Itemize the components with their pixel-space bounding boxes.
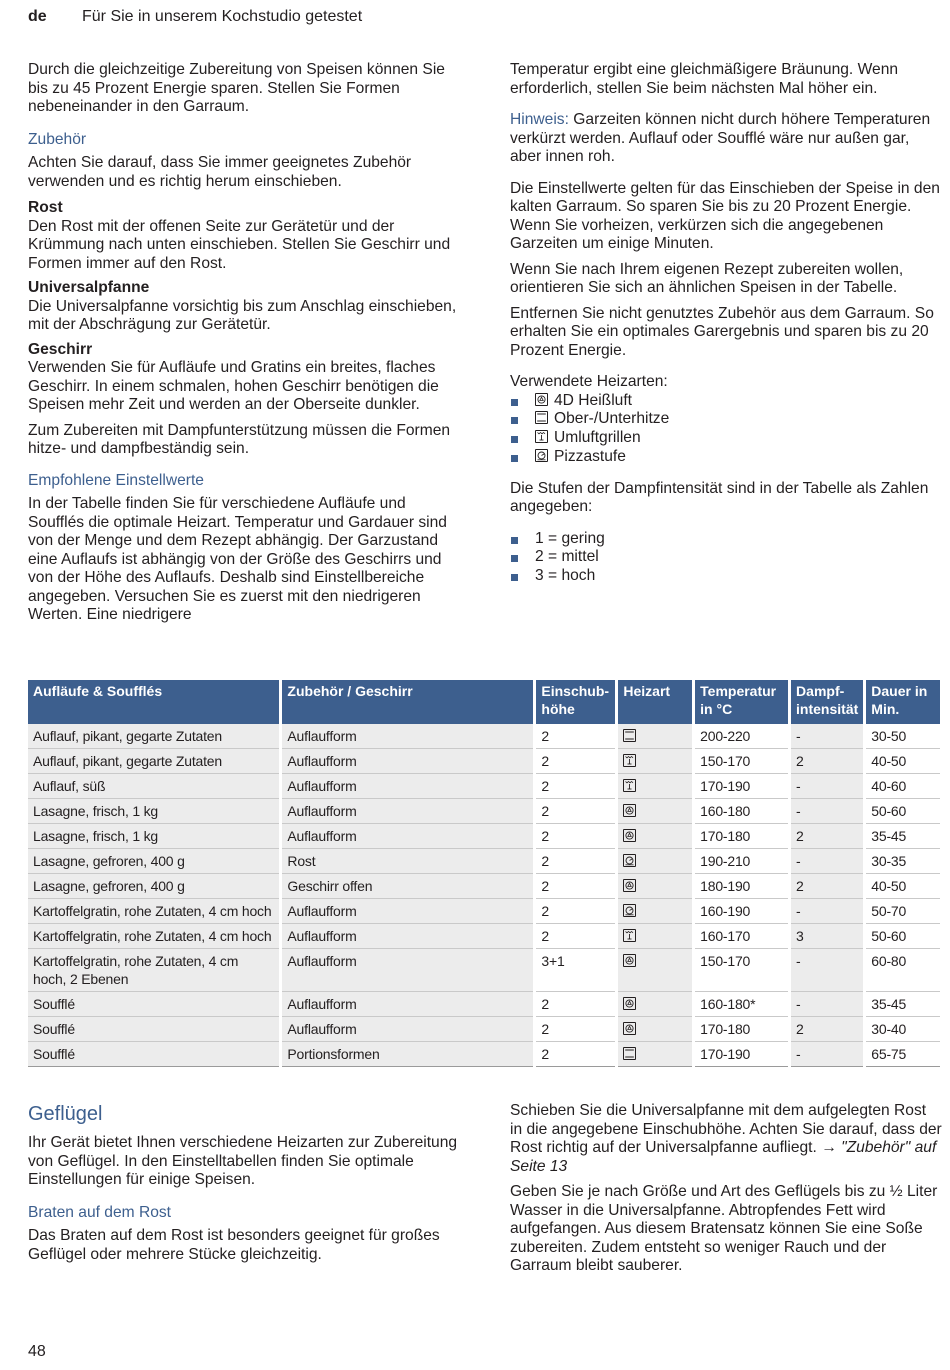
- table-cell: 35-45: [865, 992, 942, 1017]
- pizza-setting-icon: [623, 904, 636, 917]
- heizart-cell: [617, 949, 694, 992]
- table-row: [28, 749, 942, 774]
- hot-air-4d-icon: [623, 804, 636, 817]
- table-cell: Auflauf, süß: [28, 774, 281, 799]
- table-header-row: [28, 680, 942, 724]
- heizart-item: [510, 392, 942, 411]
- table-cell: -: [790, 949, 865, 992]
- table-cell: 2: [790, 824, 865, 849]
- language-code: de: [28, 8, 47, 25]
- table-cell: 2: [535, 724, 617, 749]
- table-cell: 2: [790, 1017, 865, 1042]
- table-cell: Auflaufform: [281, 774, 535, 799]
- right-column: [510, 61, 942, 586]
- geschirr-text: Verwenden Sie für Aufläufe und Gratins ein breites, flaches Geschirr. In einem schmalen, hohen Geschirr benötigen die Speisen mehr Zeit und werden an der Oberseite dunkler.: [28, 359, 439, 413]
- heizart-cell: [617, 749, 694, 774]
- table-row: [28, 899, 942, 924]
- table-row: [28, 1042, 942, 1067]
- hot-air-4d-icon: [623, 954, 636, 967]
- gefluegel-left-column: [28, 1102, 460, 1270]
- table-cell: 30-50: [865, 724, 942, 749]
- table-cell: Lasagne, gefroren, 400 g: [28, 849, 281, 874]
- table-cell: 170-190: [694, 1042, 790, 1067]
- table-cell: 200-220: [694, 724, 790, 749]
- rezept-text: Wenn Sie nach Ihrem eigenen Rezept zubereiten wollen, orientieren Sie sich an ähnlichen Speisen in der Tabelle.: [510, 260, 904, 296]
- rost-text: Den Rost mit der offenen Seite zur Gerätetür und der Krümmung nach unten einschieben. Stellen Sie Geschirr und Formen immer auf den Rost.: [28, 217, 451, 272]
- circulated-air-grill-icon: [623, 754, 636, 767]
- heizart-label: Pizzastufe: [554, 447, 626, 465]
- table-cell: 30-35: [865, 849, 942, 874]
- table-cell: Kartoffelgratin, rohe Zutaten, 4 cm hoch: [28, 899, 281, 924]
- table-cell: Lasagne, frisch, 1 kg: [28, 824, 281, 849]
- table-cell: Auflauf, pikant, gegarte Zutaten: [28, 724, 281, 749]
- table-cell: Soufflé: [28, 1042, 281, 1067]
- table-cell: 30-40: [865, 1017, 942, 1042]
- zubehoer-page-link[interactable]: "Zubehör" auf Seite 13: [510, 1139, 937, 1175]
- table-cell: Auflaufform: [281, 992, 535, 1017]
- geschirr-heading: Geschirr: [28, 340, 93, 358]
- table-cell: Kartoffelgratin, rohe Zutaten, 4 cm hoch, 2 Ebenen: [28, 949, 281, 992]
- table-cell: -: [790, 992, 865, 1017]
- heizart-cell: [617, 849, 694, 874]
- header-title: Für Sie in unserem Kochstudio getestet: [82, 8, 363, 25]
- table-cell: 170-180: [694, 1017, 790, 1042]
- heizart-item: [510, 429, 942, 448]
- hot-air-4d-icon: [623, 829, 636, 842]
- gefluegel-intro: Ihr Gerät bietet Ihnen verschiedene Heizarten zur Zubereitung von Geflügel. In den Einstelltabellen finden Sie optimale Einstellungen für einige Speisen.: [28, 1134, 458, 1188]
- intro-paragraph: Durch die gleichzeitige Zubereitung von Speisen können Sie bis zu 45 Prozent Energie sparen. Stellen Sie Formen nebeneinander in den Garraum.: [28, 61, 445, 115]
- table-cell: 50-60: [865, 924, 942, 949]
- universalpfanne-heading: Universalpfanne: [28, 279, 150, 296]
- table-cell: 180-190: [694, 874, 790, 899]
- stufen-list: [510, 530, 942, 586]
- table-cell: Geschirr offen: [281, 874, 535, 899]
- heizart-cell: [617, 874, 694, 899]
- circulated-air-grill-icon: [623, 929, 636, 942]
- stufen-intro: Die Stufen der Dampfintensität sind in der Tabelle als Zahlen angegeben:: [510, 479, 929, 516]
- stufe-item: 2 = mittel: [510, 548, 942, 567]
- table-cell: 2: [535, 749, 617, 774]
- table-cell: 2: [535, 849, 617, 874]
- table-cell: 50-60: [865, 799, 942, 824]
- hot-air-4d-icon: [623, 879, 636, 892]
- table-cell: 40-50: [865, 749, 942, 774]
- table-body: [28, 724, 942, 1067]
- table-cell: -: [790, 849, 865, 874]
- heizart-cell: [617, 1042, 694, 1067]
- table-cell: 150-170: [694, 949, 790, 992]
- table-row: [28, 849, 942, 874]
- table-cell: 35-45: [865, 824, 942, 849]
- table-cell: Rost: [281, 849, 535, 874]
- table-cell: 2: [535, 992, 617, 1017]
- heizart-label: Umluftgrillen: [554, 429, 641, 447]
- top-bottom-heat-icon: [535, 411, 548, 424]
- heizart-item: [510, 448, 942, 467]
- table-row: [28, 1017, 942, 1042]
- column-header: Aufläufe & Soufflés: [28, 680, 281, 724]
- table-cell: 3: [790, 924, 865, 949]
- table-cell: 160-190: [694, 899, 790, 924]
- heizarten-intro: Verwendete Heizarten:: [510, 373, 668, 390]
- table-cell: Auflaufform: [281, 824, 535, 849]
- column-header: Einschub- höhe: [535, 680, 617, 724]
- zubehoer-text: Achten Sie darauf, dass Sie immer geeignetes Zubehör verwenden und es richtig herum einschieben.: [28, 154, 412, 190]
- stufe-item: 1 = gering: [510, 530, 942, 549]
- table-cell: Soufflé: [28, 992, 281, 1017]
- pizza-setting-icon: [623, 854, 636, 867]
- hot-air-4d-icon: [623, 1022, 636, 1035]
- table-cell: 2: [535, 1042, 617, 1067]
- table-cell: 2: [790, 749, 865, 774]
- table-cell: Auflaufform: [281, 724, 535, 749]
- circulated-air-grill-icon: [535, 430, 548, 443]
- heizart-cell: [617, 899, 694, 924]
- table-cell: 190-210: [694, 849, 790, 874]
- table-cell: 50-70: [865, 899, 942, 924]
- entfernen-text: Entfernen Sie nicht genutztes Zubehör aus dem Garraum. So erhalten Sie ein optimales Garergebnis und sparen bis zu 20 Prozent Energie.: [510, 304, 934, 359]
- hinweis-note: [510, 111, 942, 167]
- table-cell: Auflaufform: [281, 899, 535, 924]
- column-header: Temperatur in °C: [694, 680, 790, 724]
- schieben-text: [510, 1102, 942, 1176]
- table-cell: 2: [535, 774, 617, 799]
- table-cell: 2: [535, 799, 617, 824]
- temperature-continuation: Temperatur ergibt eine gleichmäßigere Bräunung. Wenn erforderlich, stellen Sie beim nächsten Mal höher ein.: [510, 61, 899, 97]
- table-cell: Portionsformen: [281, 1042, 535, 1067]
- top-bottom-heat-icon: [623, 1047, 636, 1060]
- column-header: Zubehör / Geschirr: [281, 680, 535, 724]
- hot-air-4d-icon: [623, 997, 636, 1010]
- table-cell: 2: [535, 1017, 617, 1042]
- table-cell: Lasagne, gefroren, 400 g: [28, 874, 281, 899]
- table-row: [28, 824, 942, 849]
- heizarten-list: [510, 392, 942, 467]
- table-cell: 160-170: [694, 924, 790, 949]
- table-cell: 160-180*: [694, 992, 790, 1017]
- table-cell: -: [790, 799, 865, 824]
- empfohlene-einstellwerte-heading: Empfohlene Einstellwerte: [28, 471, 204, 489]
- table-cell: 150-170: [694, 749, 790, 774]
- circulated-air-grill-icon: [623, 779, 636, 792]
- table-cell: 170-190: [694, 774, 790, 799]
- table-row: [28, 924, 942, 949]
- table-cell: Auflaufform: [281, 924, 535, 949]
- table-cell: 40-50: [865, 874, 942, 899]
- table-cell: Soufflé: [28, 1017, 281, 1042]
- table-cell: -: [790, 1042, 865, 1067]
- heizart-label: Ober-/Unterhitze: [554, 410, 670, 428]
- table-cell: 3+1: [535, 949, 617, 992]
- table-cell: Lasagne, frisch, 1 kg: [28, 799, 281, 824]
- table-cell: 170-180: [694, 824, 790, 849]
- braten-text: Das Braten auf dem Rost ist besonders geeignet für großes Geflügel oder mehrere Stücke gleichzeitig.: [28, 1227, 440, 1263]
- table-cell: Auflaufform: [281, 949, 535, 992]
- stufe-item: 3 = hoch: [510, 567, 942, 586]
- heizart-cell: [617, 1017, 694, 1042]
- zubehoer-heading: Zubehör: [28, 130, 87, 148]
- table-cell: Kartoffelgratin, rohe Zutaten, 4 cm hoch: [28, 924, 281, 949]
- gefluegel-title: Geflügel: [28, 1103, 103, 1125]
- table-row: [28, 949, 942, 992]
- table-cell: 2: [535, 924, 617, 949]
- table-cell: 160-180: [694, 799, 790, 824]
- wasser-text: Geben Sie je nach Größe und Art des Geflügels bis zu ½ Liter Wasser in die Universalpfanne. Abtropfendes Fett wird aufgefangen. Aus diesem Bratensatz können Sie eine Soße zubereiten. Zudem entsteht so weniger Rauch und der Garraum bleibt sauberer.: [510, 1183, 938, 1274]
- table-cell: -: [790, 899, 865, 924]
- table-cell: 60-80: [865, 949, 942, 992]
- table-row: [28, 799, 942, 824]
- column-header: Heizart: [617, 680, 694, 724]
- table-cell: 2: [535, 824, 617, 849]
- page-number: 48: [28, 1343, 46, 1360]
- rost-heading: Rost: [28, 199, 63, 216]
- heizart-cell: [617, 724, 694, 749]
- table-cell: 2: [790, 874, 865, 899]
- page-header: [28, 8, 938, 30]
- heizart-item: [510, 410, 942, 429]
- table-cell: -: [790, 724, 865, 749]
- hinweis-label: Hinweis:: [510, 111, 569, 128]
- heizart-label: 4D Heißluft: [554, 391, 632, 409]
- table-cell: -: [790, 774, 865, 799]
- top-bottom-heat-icon: [623, 729, 636, 742]
- settings-table: [28, 680, 943, 1067]
- einstellwerte-text: Die Einstellwerte gelten für das Einschieben der Speise in den kalten Garraum. So sparen Sie bis zu 20 Prozent Energie. Wenn Sie vorheizen, verkürzen sich die angegebenen Garzeiten um einige Minuten.: [510, 179, 940, 252]
- dampf-text: Zum Zubereiten mit Dampfunterstützung müssen die Formen hitze- und dampfbeständig sein.: [28, 421, 451, 457]
- heizart-cell: [617, 924, 694, 949]
- table-cell: 65-75: [865, 1042, 942, 1067]
- gefluegel-right-column: [510, 1102, 942, 1282]
- hinweis-text: Garzeiten können nicht durch höhere Temperaturen verkürzt werden. Auflauf oder Soufflé wäre nur außen gar, aber innen roh.: [510, 111, 931, 165]
- left-column: [28, 61, 460, 631]
- universalpfanne-text: Die Universalpfanne vorsichtig bis zum Anschlag einschieben, mit der Abschrägung zur Gerätetür.: [28, 297, 457, 333]
- table-cell: Auflauf, pikant, gegarte Zutaten: [28, 749, 281, 774]
- table-row: [28, 992, 942, 1017]
- pizza-setting-icon: [535, 449, 548, 462]
- table-cell: 2: [535, 874, 617, 899]
- link-arrow-icon: →: [821, 1139, 837, 1156]
- heizart-cell: [617, 824, 694, 849]
- table-cell: 2: [535, 899, 617, 924]
- column-header: Dampf- intensität: [790, 680, 865, 724]
- table-cell: Auflaufform: [281, 749, 535, 774]
- heizart-cell: [617, 774, 694, 799]
- empfohlene-einstellwerte-text: In der Tabelle finden Sie für verschiedene Aufläufe und Soufflés die optimale Heizart. Temperatur und Gardauer sind von der Menge und dem Rezept abhängig. Der Garzustand eine Auflaufs ist abhängig von der Größe des Geschirrs und von der Höhe des Auflaufs. Deshalb sind Einstellbereiche angegeben. Versuchen Sie es zuerst mit den niedrigeren Werten. Eine niedrigere: [28, 495, 447, 623]
- table-row: [28, 774, 942, 799]
- table-row: [28, 724, 942, 749]
- heizart-cell: [617, 799, 694, 824]
- column-header: Dauer in Min.: [865, 680, 942, 724]
- heizart-cell: [617, 992, 694, 1017]
- table-cell: Auflaufform: [281, 799, 535, 824]
- table-cell: Auflaufform: [281, 1017, 535, 1042]
- braten-heading: Braten auf dem Rost: [28, 1203, 172, 1221]
- schieben-sentence: Schieben Sie die Universalpfanne mit dem aufgelegten Rost in die angegebene Einschubhöhe. Achten Sie darauf, dass der Rost richtig auf der Universalpfanne aufliegt.: [510, 1102, 942, 1156]
- table-cell: 40-60: [865, 774, 942, 799]
- hot-air-4d-icon: [535, 393, 548, 406]
- table-row: [28, 874, 942, 899]
